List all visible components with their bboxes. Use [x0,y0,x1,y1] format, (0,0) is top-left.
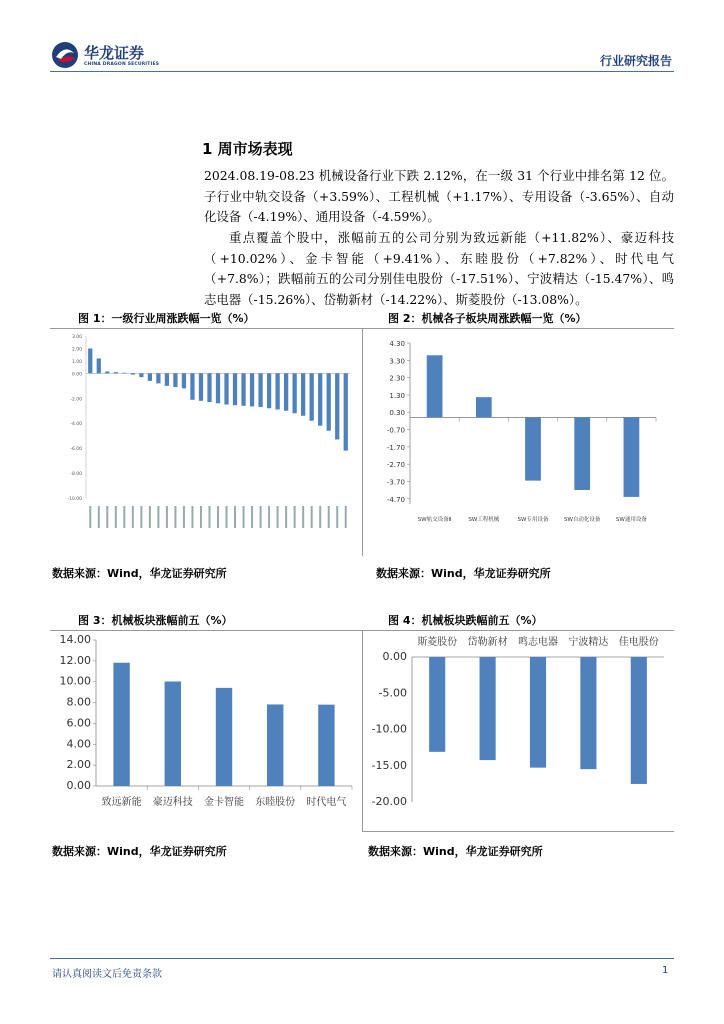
fig3-category-label: 金卡智能 [204,797,244,808]
fig1-bar [224,373,228,404]
fig2-y-tick: 3.30 [389,357,405,366]
fig3-bar [216,688,232,786]
fig1-x-label-mark [302,506,304,528]
disclaimer-note: 请认真阅读文后免责条款 [52,969,162,980]
fig1-x-label-mark [106,506,108,528]
fig2-chart [366,332,672,554]
fig1-bar [250,373,254,406]
fig1-caption: 图 1：一级行业周涨跌幅一览（%） [78,312,255,325]
fig1-x-label-mark [132,506,134,528]
fig1-bar [293,373,297,413]
fig1-x-label-mark [234,506,236,528]
fig1-x-label-mark [285,506,287,528]
fig1-x-label-mark [243,506,245,528]
fig1-bar [258,373,262,407]
fig2-y-tick: 1.30 [389,391,405,400]
fig1-x-label-mark [226,506,228,528]
fig1-bar [114,372,118,373]
fig1-x-label-mark [98,506,100,528]
fig2-category-label: SW专用设备 [517,517,549,523]
dragon-logo-icon [50,40,80,70]
fig3-y-tick: 6.00 [66,716,91,730]
fig1-bar [105,372,109,374]
fig1-bar [318,373,322,425]
fig2-bar [525,417,541,480]
fig1-x-label-mark [89,506,91,528]
fig-row2-bottom-rule [362,831,674,832]
fig1-bar [207,373,211,402]
footer-divider [50,958,674,959]
fig3-y-tick: 12.00 [59,653,91,667]
fig1-y-tick: -10.00 [67,497,82,502]
fig1-y-tick: -4.00 [70,422,82,428]
fig3-category-label: 豪迈科技 [152,797,193,808]
fig4-y-tick: 0.00 [382,650,407,663]
fig4-bar [530,657,546,768]
fig3-category-label: 东睦股份 [255,797,296,808]
fig1-bar [131,373,135,374]
fig4-category-label: 岱勒新材 [467,637,508,648]
fig1-x-label-mark [294,506,296,528]
fig2-y-tick: -0.70 [386,426,405,435]
fig1-bar [165,373,169,385]
fig2-y-tick: -4.70 [386,495,405,504]
fig1-bar [148,373,152,380]
fig2-y-tick: -3.70 [386,478,405,487]
fig1-x-label-mark [277,506,279,528]
fig1-bar [275,373,279,409]
fig4-y-tick: -10.00 [371,722,407,736]
fig4-category-label: 鸣志电器 [518,637,558,648]
fig2-y-tick: -2.70 [386,461,405,470]
fig1-bar [241,373,245,405]
fig3-caption: 图 3：机械板块涨幅前五（%） [78,614,233,627]
fig1-x-label-mark [251,506,253,528]
fig1-bar [88,348,92,373]
fig1-chart [52,330,358,555]
fig1-bar [301,373,305,415]
fig3-bar [165,682,181,786]
fig4-bar [429,657,445,752]
fig1-bar [267,373,271,408]
fig3-bar [113,663,129,786]
fig1-bar [190,373,194,399]
fig1-y-tick: 1.00 [71,359,82,365]
fig4-y-tick: -15.00 [371,758,407,772]
fig1-bar [327,373,331,430]
fig3-y-tick: 2.00 [66,758,91,772]
fig4-bar [631,657,647,784]
fig1-y-tick: -8.00 [70,472,82,478]
fig2-bar [427,355,443,417]
fig3-y-tick: 14.00 [59,634,91,646]
fig1-x-label-mark [123,506,125,528]
fig4-caption: 图 4：机械板块跌幅前五（%） [388,614,543,627]
paragraph-stocks: 重点覆盖个股中，涨幅前五的公司分别为致远新能（+11.82%）、豪迈科技（+10.02%）、金卡智能（+9.41%）、东睦股份（+7.82%）、时代电气（+7.8%）；跌幅前五的公司分别佳电股份（-17.51%）、宁波精达（-15.47%）、鸣志电器（-15.26%）、岱勒新材（-14.22%）、斯菱股份（-13.08%）。 [204,230,674,307]
fig4-y-tick: -5.00 [378,686,407,700]
fig1-bar [139,373,143,377]
fig1-x-label-mark [166,506,168,528]
fig2-category-label: SW工程机械 [468,517,500,523]
fig3-y-tick: 4.00 [66,737,91,751]
fig2-bar [574,417,590,490]
fig1-bar [335,373,339,439]
fig2-y-tick: 2.30 [389,374,405,383]
fig2-category-label: SW通用设备 [615,517,647,523]
fig-row1-divider [362,328,363,556]
page-number: 1 [662,965,669,976]
fig1-x-label-mark [328,506,330,528]
fig3-category-label: 时代电气 [306,797,347,808]
fig1-source: 数据来源：Wind，华龙证券研究所 [52,567,227,580]
fig3-category-label: 致远新能 [101,797,142,808]
fig1-y-tick: 2.00 [71,347,82,353]
fig2-y-tick: 4.30 [389,340,405,348]
fig1-x-label-mark [140,506,142,528]
fig4-category-label: 宁波精达 [568,637,609,648]
fig4-source: 数据来源：Wind，华龙证券研究所 [368,845,543,858]
fig1-bar [122,373,126,374]
fig2-bar [624,417,640,496]
fig3-chart [52,634,358,810]
fig1-bar [233,373,237,405]
fig1-x-label-mark [157,506,159,528]
fig4-category-label: 佳电股份 [618,637,659,648]
fig2-source: 数据来源：Wind，华龙证券研究所 [376,567,551,580]
fig1-x-label-mark [174,506,176,528]
fig1-x-label-mark [191,506,193,528]
fig1-y-tick: -2.00 [70,397,82,403]
brand-name: 华龙证券 [84,44,145,62]
fig1-y-tick: -6.00 [70,447,82,453]
fig2-caption: 图 2：机械各子板块周涨跌幅一览（%） [388,312,587,325]
fig1-x-label-mark [268,506,270,528]
brand-name-en: CHINA DRAGON SECURITIES [84,62,160,67]
fig1-bar [284,373,288,410]
fig4-category-label: 斯菱股份 [417,637,458,648]
fig2-y-tick: -1.70 [386,443,405,452]
fig1-x-label-mark [208,506,210,528]
fig3-source: 数据来源：Wind，华龙证券研究所 [52,845,227,858]
fig1-x-label-mark [345,506,347,528]
fig-row2-divider [362,630,363,832]
fig1-x-label-mark [319,506,321,528]
fig3-y-tick: 10.00 [59,674,91,688]
fig4-bar [480,657,496,760]
fig1-x-label-mark [149,506,151,528]
fig2-y-tick: 0.30 [389,409,405,418]
header-divider [50,71,674,72]
fig3-bar [267,704,283,786]
fig1-bar [156,373,160,383]
fig1-bar [216,373,220,403]
fig3-y-tick: 0.00 [66,779,91,792]
section-title: 1 周市场表现 [202,140,293,158]
fig3-y-tick: 8.00 [66,695,91,709]
report-type: 行业研究报告 [599,54,672,68]
fig1-bar [97,358,101,373]
paragraph-industry: 2024.08.19-08.23 机械设备行业下跌 2.12%，在一级 31 个行业中排名第 12 位。子行业中轨交设备（+3.59%）、工程机械（+1.17%）、专用设备（-3.65%）、自动化设备（-4.19%）、通用设备（-4.59%）。 [204,168,674,225]
fig1-x-label-mark [336,506,338,528]
fig1-x-label-mark [183,506,185,528]
fig1-x-label-mark [200,506,202,528]
fig1-x-label-mark [311,506,313,528]
fig1-y-tick: 0.00 [71,372,82,378]
fig2-bar [476,397,492,417]
fig1-x-label-mark [260,506,262,528]
fig1-bar [173,373,177,387]
fig3-bar [318,705,334,786]
fig4-y-tick: -20.00 [371,795,407,808]
brand-logo [50,40,80,70]
fig1-x-label-mark [115,506,117,528]
fig1-x-label-mark [217,506,219,528]
fig1-bar [182,373,186,388]
fig2-category-label: SW自动化设备 [563,517,601,523]
fig4-chart [366,632,672,812]
fig1-bar [344,373,348,450]
fig1-bar [199,373,203,400]
fig1-y-tick: 3.00 [71,335,82,340]
fig2-category-label: SW轨交设备Ⅱ [417,517,452,523]
fig4-bar [580,657,596,769]
fig1-bar [310,373,314,420]
